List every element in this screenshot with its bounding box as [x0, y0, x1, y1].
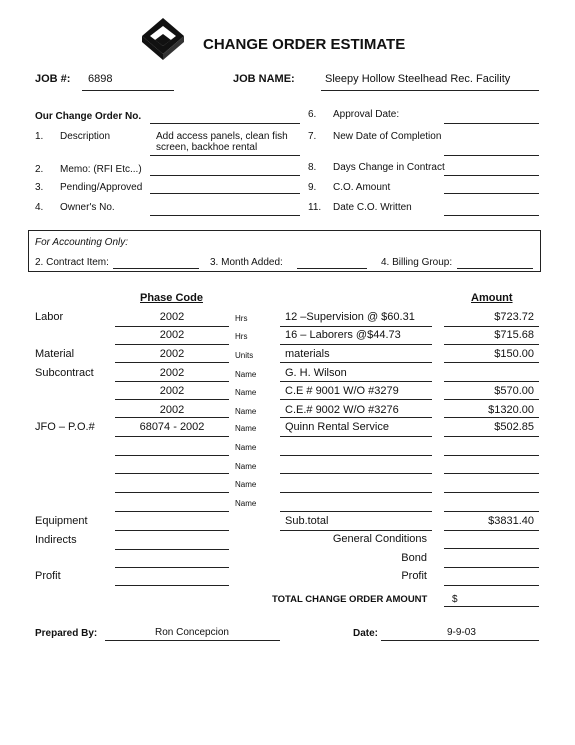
general-conditions-line: [444, 548, 539, 549]
co-amount-line: [444, 193, 539, 194]
row-phase-line: [115, 344, 229, 345]
row-phase-code: 2002: [159, 367, 185, 379]
row-phase-line: [115, 473, 229, 474]
company-logo: [140, 16, 186, 62]
row-unit: Name: [235, 499, 257, 508]
subtotal-amount-line: [444, 530, 539, 531]
co-description-value: Add access panels, clean fish screen, backhoe rental: [156, 131, 288, 153]
row-unit: Name: [235, 370, 257, 379]
date-label: Date:: [353, 628, 379, 639]
job-number-label: JOB #:: [35, 73, 71, 85]
row-unit: Name: [235, 443, 257, 452]
co-item-label: Memo: (RFI Etc...): [60, 164, 142, 175]
total-amount: $: [452, 594, 458, 605]
co-number-line: [150, 123, 300, 124]
co-pending-line: [150, 193, 300, 194]
days-change-line: [444, 175, 539, 176]
row-unit: Hrs: [235, 314, 248, 323]
co-item-number: 9.: [308, 182, 317, 193]
co-item-number: 2.: [35, 164, 44, 175]
row-description-line: [280, 436, 432, 437]
completion-date-line: [444, 155, 539, 156]
row-phase-line: [115, 399, 229, 400]
co-item-label: Approval Date:: [333, 109, 400, 120]
row-amount-line: [444, 381, 539, 382]
row-phase-line: [115, 326, 229, 327]
row-phase-code: 2002: [159, 311, 185, 323]
bond-line: [444, 567, 539, 568]
row-amount: $723.72: [494, 311, 534, 323]
row-amount: $570.00: [494, 385, 534, 397]
row-amount-line: [444, 473, 539, 474]
row-unit: Units: [235, 351, 254, 360]
co-item-number: 8.: [308, 162, 317, 173]
co-item-number: 4.: [35, 202, 44, 213]
amount-header: Amount: [471, 292, 513, 304]
subtotal-amount: $3831.40: [488, 515, 534, 527]
contract-item-label: 2. Contract Item:: [35, 257, 109, 268]
row-description-line: [280, 399, 432, 400]
billing-group-label: 4. Billing Group:: [381, 257, 453, 268]
row-description-line: [280, 344, 432, 345]
profit-left-label: Profit: [35, 570, 61, 582]
row-phase-code: 2002: [159, 404, 185, 416]
row-amount-line: [444, 326, 539, 327]
row-description: 16 – Laborers @$44.73: [285, 329, 401, 341]
job-name-value: Sleepy Hollow Steelhead Rec. Facility: [325, 73, 511, 85]
equipment-label: Equipment: [35, 515, 88, 527]
row-phase-line: [115, 417, 229, 418]
job-number-value: 6898: [88, 73, 113, 85]
month-added-label: 3. Month Added:: [210, 257, 283, 268]
billing-group-line: [457, 268, 533, 269]
job-number-line: [82, 90, 174, 91]
row-phase-line: [115, 455, 229, 456]
row-amount: $502.85: [494, 421, 534, 433]
row-amount-line: [444, 344, 539, 345]
co-item-label: Days Change in Contract: [333, 162, 445, 173]
job-name-label: JOB NAME:: [233, 73, 295, 85]
co-description-line: [150, 155, 300, 156]
co-item-number: 7.: [308, 131, 317, 142]
row-amount-line: [444, 455, 539, 456]
co-item-number: 6.: [308, 109, 317, 120]
co-item-label: C.O. Amount: [333, 182, 391, 193]
row-category: Labor: [35, 311, 64, 323]
change-order-heading: Our Change Order No.: [35, 111, 142, 122]
row-unit: Name: [235, 462, 257, 471]
co-item-label: New Date of Completion: [333, 131, 442, 142]
row-amount-line: [444, 417, 539, 418]
month-added-line: [297, 268, 367, 269]
indirects-label: Indirects: [35, 534, 77, 546]
row-description-line: [280, 511, 432, 512]
row-amount: $1320.00: [488, 404, 534, 416]
row-amount-line: [444, 511, 539, 512]
co-item-label: Date C.O. Written: [333, 202, 412, 213]
date-value: 9-9-03: [447, 627, 476, 638]
row-unit: Name: [235, 407, 257, 416]
row-unit: Hrs: [235, 332, 248, 341]
co-owner-line: [150, 215, 300, 216]
row-description: materials: [285, 348, 330, 360]
profit-right-label: Profit: [401, 570, 427, 582]
equipment-line: [115, 530, 229, 531]
prepared-by-line: [105, 640, 280, 641]
date-line: [381, 640, 539, 641]
co-item-number: 1.: [35, 131, 44, 142]
row-phase-code: 2002: [159, 329, 185, 341]
general-conditions-label: General Conditions: [332, 533, 427, 545]
phase-code-header: Phase Code: [140, 292, 203, 304]
row-phase-code: 68074 - 2002: [139, 421, 205, 433]
row-amount-line: [444, 436, 539, 437]
row-unit: Name: [235, 424, 257, 433]
row-phase-line: [115, 362, 229, 363]
row-description-line: [280, 326, 432, 327]
row-phase-line: [115, 492, 229, 493]
row-phase-code: 2002: [159, 348, 185, 360]
row-amount-line: [444, 362, 539, 363]
total-label: TOTAL CHANGE ORDER AMOUNT: [272, 594, 428, 605]
row-description-line: [280, 417, 432, 418]
row-description: C.E.# 9002 W/O #3276: [285, 404, 399, 416]
co-item-label: Owner's No.: [60, 202, 115, 213]
co-item-number: 3.: [35, 182, 44, 193]
co-item-number: 11.: [308, 202, 322, 213]
row-amount: $150.00: [494, 348, 534, 360]
indirects-line: [115, 549, 229, 550]
row-unit: Name: [235, 388, 257, 397]
approval-date-line: [444, 123, 539, 124]
indirects-line-2: [115, 567, 229, 568]
co-item-label: Pending/Approved: [60, 182, 143, 193]
job-name-line: [321, 90, 539, 91]
row-description: 12 –Supervision @ $60.31: [285, 311, 415, 323]
prepared-by-value: Ron Concepcion: [155, 627, 229, 638]
row-description-line: [280, 492, 432, 493]
row-amount-line: [444, 399, 539, 400]
row-description-line: [280, 381, 432, 382]
row-category: Subcontract: [35, 367, 94, 379]
accounting-heading: For Accounting Only:: [35, 237, 129, 248]
subtotal-label: Sub.total: [285, 515, 329, 527]
row-description-line: [280, 473, 432, 474]
row-category: JFO – P.O.#: [35, 421, 95, 433]
profit-right-line: [444, 585, 539, 586]
co-written-line: [444, 215, 539, 216]
row-unit: Name: [235, 480, 257, 489]
co-memo-line: [150, 175, 300, 176]
bond-label: Bond: [401, 552, 427, 564]
total-line: [444, 606, 539, 607]
row-description: C.E # 9001 W/O #3279: [285, 385, 399, 397]
row-phase-line: [115, 436, 229, 437]
row-description: Quinn Rental Service: [285, 421, 389, 433]
row-phase-line: [115, 381, 229, 382]
contract-item-line: [113, 268, 199, 269]
co-item-label: Description: [60, 131, 111, 142]
row-amount-line: [444, 492, 539, 493]
row-amount: $715.68: [494, 329, 534, 341]
subtotal-line: [280, 530, 432, 531]
row-description-line: [280, 362, 432, 363]
prepared-by-label: Prepared By:: [35, 628, 98, 639]
row-description-line: [280, 455, 432, 456]
profit-left-line: [115, 585, 229, 586]
row-phase-code: 2002: [159, 385, 185, 397]
row-phase-line: [115, 511, 229, 512]
row-category: Material: [35, 348, 75, 360]
page-title: CHANGE ORDER ESTIMATE: [203, 36, 406, 53]
row-description: G. H. Wilson: [285, 367, 347, 379]
